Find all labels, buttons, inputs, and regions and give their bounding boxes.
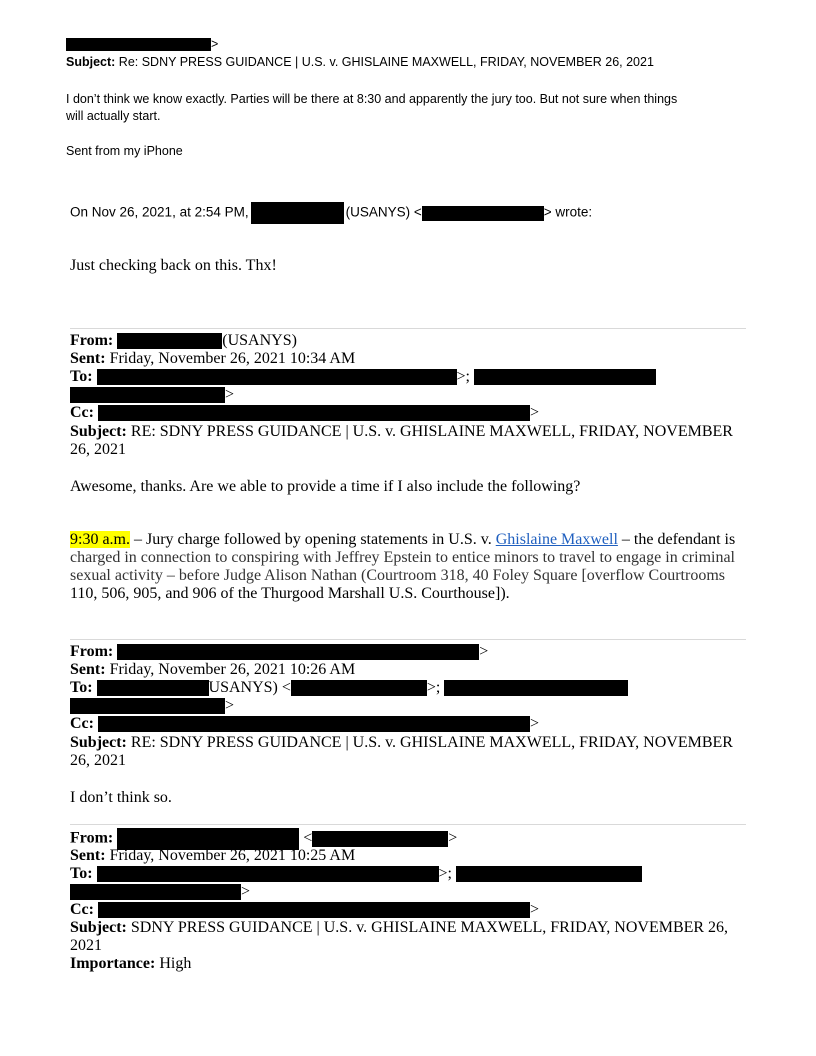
top-subject-line (66, 54, 654, 71)
email2-cc-line (70, 715, 539, 733)
subject-label: Subject: (70, 423, 127, 440)
email2-subject-line-2: 26, 2021 (70, 752, 126, 769)
email1-body: Awesome, thanks. Are we able to provide a time if I also include the following? (70, 478, 581, 495)
top-body-line-1: I don’t think we know exactly. Parties will be there at 8:30 and apparently the jury too. But not sure when things (66, 92, 678, 106)
redaction-bar (98, 716, 530, 732)
to-separator: >; (426, 679, 441, 696)
time-highlight: 9:30 a.m. (70, 531, 130, 548)
signature: Sent from my iPhone (66, 144, 183, 158)
sent-label: Sent: (70, 661, 106, 678)
from-close: > (479, 643, 489, 660)
redaction-bar (70, 884, 241, 900)
to-mid: USANYS) < (208, 679, 291, 696)
cc-label: Cc: (70, 901, 94, 918)
email2-to-line-2 (70, 697, 234, 715)
quote-header-org: (USANYS) < (345, 204, 422, 220)
to-label: To: (70, 368, 93, 385)
redaction-bar (97, 866, 439, 882)
divider (70, 824, 746, 825)
checking-back-message: Just checking back on this. Thx! (70, 257, 277, 274)
email2-from-line (70, 643, 488, 661)
email3-subject-line (70, 919, 728, 937)
from-label: From: (70, 332, 114, 349)
cc-label: Cc: (70, 715, 94, 732)
redaction-bar (456, 866, 642, 882)
cc-close: > (529, 901, 540, 918)
sent-label: Sent: (70, 847, 106, 864)
email2-sent-line (70, 661, 355, 679)
redaction-bar (97, 369, 457, 385)
importance-value: High (159, 955, 192, 972)
quote-header-suffix: > wrote: (543, 204, 593, 220)
redaction-bar (117, 644, 479, 660)
email3-to-line-2 (70, 883, 250, 901)
quote-header (70, 202, 592, 224)
guidance-paragraph-line-4: 110, 506, 905, and 906 of the Thurgood Marshall U.S. Courthouse]). (70, 585, 510, 602)
email2-to-line (70, 679, 628, 697)
to-label: To: (70, 865, 93, 882)
to-close: > (225, 386, 235, 403)
email1-to-line-2 (70, 386, 234, 404)
redaction-bar (312, 831, 448, 847)
to-separator: >; (438, 865, 452, 882)
redaction-bar (70, 698, 225, 714)
email1-subject-line-2: 26, 2021 (70, 441, 126, 458)
subject-value: Re: SDNY PRESS GUIDANCE | U.S. v. GHISLAINE MAXWELL, FRIDAY, NOVEMBER 26, 2021 (118, 55, 654, 69)
subject-label: Subject: (70, 734, 127, 751)
email1-sent-line (70, 350, 355, 368)
quote-header-prefix: On Nov 26, 2021, at 2:54 PM, (70, 204, 249, 220)
to-close: > (225, 697, 235, 714)
paragraph-text-a: – Jury charge followed by opening statements in U.S. v. (130, 531, 496, 548)
guidance-paragraph-line-1 (70, 531, 735, 549)
guidance-paragraph-line-3: sexual activity – before Judge Alison Nathan (Courtroom 318, 40 Foley Square [overflow Courtrooms (70, 567, 725, 584)
email1-subject-line (70, 423, 733, 441)
cc-close: > (529, 404, 540, 421)
redaction-bar (474, 369, 656, 385)
close-bracket: > (211, 37, 219, 51)
email3-sent-line (70, 847, 355, 865)
redaction-bar (97, 680, 209, 696)
from-label: From: (70, 643, 114, 660)
sent-value: Friday, November 26, 2021 10:34 AM (109, 350, 356, 367)
subject-value: SDNY PRESS GUIDANCE | U.S. v. GHISLAINE MAXWELL, FRIDAY, NOVEMBER 26, (130, 919, 729, 936)
redaction-bar (98, 902, 530, 918)
cc-label: Cc: (70, 404, 94, 421)
top-body-line-2: will actually start. (66, 109, 161, 123)
email2-subject-line (70, 734, 733, 752)
redaction-bar (251, 202, 344, 224)
redaction-bar (117, 333, 222, 349)
email1-cc-line (70, 404, 539, 422)
divider (70, 639, 746, 640)
redaction-bar (291, 680, 427, 696)
paragraph-text-b: – the defendant is (617, 531, 736, 548)
to-close: > (241, 883, 251, 900)
guidance-paragraph-line-2: charged in connection to conspiring with Jeffrey Epstein to entice minors to travel to engage in criminal (70, 549, 735, 566)
subject-label: Subject: (66, 55, 116, 69)
subject-label: Subject: (70, 919, 127, 936)
subject-value: RE: SDNY PRESS GUIDANCE | U.S. v. GHISLAINE MAXWELL, FRIDAY, NOVEMBER (130, 734, 733, 751)
top-recipient-line (66, 36, 218, 53)
email3-importance-line (70, 955, 191, 973)
email1-from-line (70, 332, 297, 350)
importance-label: Importance: (70, 955, 156, 972)
redaction-bar (444, 680, 628, 696)
redaction-bar (70, 387, 225, 403)
ghislaine-maxwell-link[interactable]: Ghislaine Maxwell (495, 531, 618, 548)
to-separator: >; (456, 368, 470, 385)
email1-to-line (70, 368, 656, 386)
email2-body: I don’t think so. (70, 789, 172, 806)
cc-close: > (529, 715, 540, 732)
from-mid: < (303, 829, 313, 847)
subject-value: RE: SDNY PRESS GUIDANCE | U.S. v. GHISLAINE MAXWELL, FRIDAY, NOVEMBER (130, 423, 733, 440)
redaction-bar (66, 38, 211, 51)
sent-value: Friday, November 26, 2021 10:25 AM (109, 847, 356, 864)
from-suffix: (USANYS) (222, 332, 297, 349)
from-label: From: (70, 829, 114, 847)
redaction-bar (422, 206, 544, 221)
email3-cc-line (70, 901, 539, 919)
sent-value: Friday, November 26, 2021 10:26 AM (109, 661, 356, 678)
redaction-bar (98, 405, 530, 421)
email3-subject-line-2: 2021 (70, 937, 102, 954)
to-label: To: (70, 679, 93, 696)
email3-to-line (70, 865, 642, 883)
sent-label: Sent: (70, 350, 106, 367)
from-close: > (448, 829, 458, 847)
divider (70, 328, 746, 329)
